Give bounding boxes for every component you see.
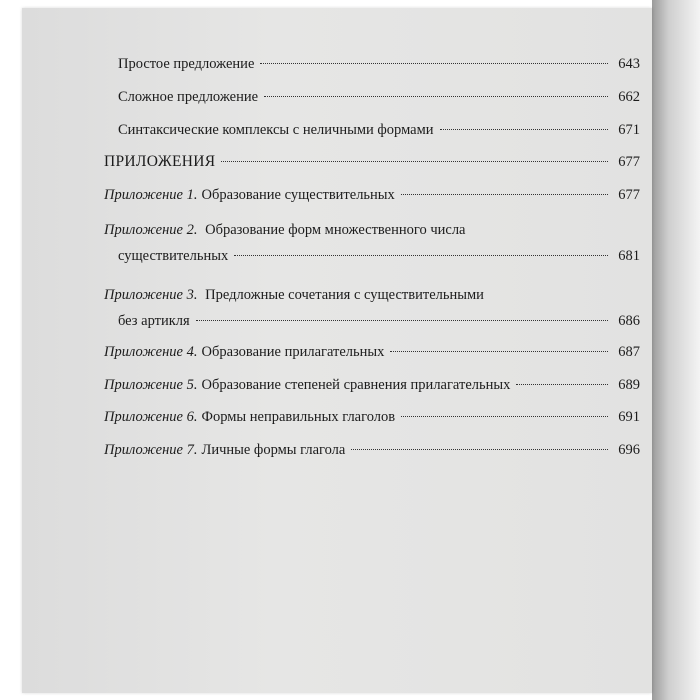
- toc-entry-title: Предложные сочетания с существительными: [205, 287, 484, 303]
- toc-page-number: 686: [618, 313, 640, 329]
- toc-page-number: 691: [618, 409, 640, 425]
- toc-entry-title: Личные формы глагола: [201, 442, 346, 458]
- toc-entry-appendix-2: [104, 220, 640, 268]
- appendix-label: Приложение 4.: [104, 344, 198, 360]
- leader-dots: [401, 416, 608, 417]
- toc-entry-title-continuation: существительных: [118, 248, 229, 264]
- toc-entry-title: Образование существительных: [201, 187, 395, 203]
- appendix-label: Приложение 5.: [104, 377, 198, 393]
- toc-entry-title: Образование прилагательных: [201, 344, 385, 360]
- toc-entry-appendix-7: [104, 440, 640, 462]
- toc-page-number: 677: [618, 187, 640, 203]
- toc-entry-title: Образование степеней сравнения прилагательных: [201, 377, 511, 393]
- appendix-label: Приложение 3.: [104, 287, 198, 303]
- leader-dots: [516, 384, 608, 385]
- leader-dots: [260, 63, 608, 64]
- toc-page-number: 671: [618, 122, 640, 138]
- appendix-label: Приложение 6.: [104, 409, 198, 425]
- leader-dots: [401, 194, 608, 195]
- appendix-label: Приложение 1.: [104, 187, 198, 203]
- leader-dots: [221, 161, 608, 162]
- leader-dots: [234, 255, 608, 256]
- toc-page-number: 662: [618, 89, 640, 105]
- toc-section-heading: [104, 152, 640, 174]
- toc-entry-title: Простое предложение: [118, 56, 255, 72]
- toc-entry-title: Сложное предложение: [118, 89, 259, 105]
- toc-page-number: 689: [618, 377, 640, 393]
- toc-entry-title: Образование форм множественного числа: [205, 222, 466, 238]
- toc-entry: [104, 87, 640, 109]
- toc-entry-title-continuation: без артикля: [118, 313, 190, 329]
- toc-entry-appendix-6: [104, 407, 640, 429]
- toc-entry-appendix-3: [104, 285, 640, 333]
- toc-heading-title: ПРИЛОЖЕНИЯ: [104, 153, 216, 170]
- appendix-label: Приложение 2.: [104, 222, 198, 238]
- leader-dots: [390, 351, 608, 352]
- toc-entry: [104, 120, 640, 142]
- toc-page-number: 687: [618, 344, 640, 360]
- leader-dots: [440, 129, 608, 130]
- toc-entry-appendix-5: [104, 375, 640, 397]
- toc-page-number: 677: [618, 154, 640, 170]
- toc-page-number: 696: [618, 442, 640, 458]
- appendix-label: Приложение 7.: [104, 442, 198, 458]
- toc-entry-title: Синтаксические комплексы с неличными формами: [118, 122, 434, 138]
- toc-entry-title: Формы неправильных глаголов: [201, 409, 396, 425]
- toc-page-number: 681: [618, 248, 640, 264]
- toc-page-number: 643: [618, 56, 640, 72]
- leader-dots: [196, 320, 608, 321]
- leader-dots: [351, 449, 608, 450]
- toc-entry-appendix-1: [104, 185, 640, 207]
- toc-entry-appendix-4: [104, 342, 640, 364]
- leader-dots: [264, 96, 608, 97]
- toc-entry: [104, 54, 640, 76]
